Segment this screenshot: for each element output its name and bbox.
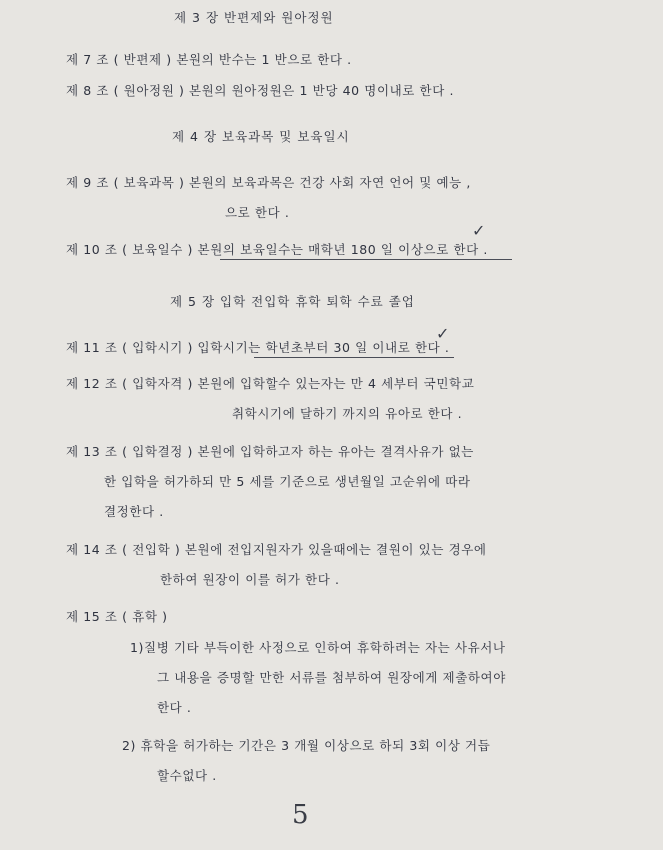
handwritten-underline [220,259,512,260]
chapter-5-title: 제 5 장 입학 전입학 휴학 퇴학 수료 졸업 [170,294,415,309]
article-8: 제 8 조 ( 원아정원 ) 본원의 원아정원은 1 반당 40 명이내로 한다 . [66,83,455,98]
handwritten-underline [254,357,454,358]
article-14-line-1: 제 14 조 ( 전입학 ) 본원에 전입지원자가 있을때에는 결원이 있는 경우에 [66,542,487,557]
article-7: 제 7 조 ( 반편제 ) 본원의 반수는 1 반으로 한다 . [66,52,352,67]
chapter-4-title: 제 4 장 보육과목 및 보육일시 [172,129,350,144]
article-9-line-2: 으로 한다 . [225,205,290,220]
article-15-item-1-line-3: 한다 . [157,700,192,715]
check-mark-icon: ✓ [472,221,486,240]
article-15-item-1-line-1: 1)질병 기타 부득이한 사정으로 인하여 휴학하려는 자는 사유서나 [130,640,506,655]
article-15-item-1-line-2: 그 내용을 증명할 만한 서류를 첨부하여 원장에게 제출하여야 [157,670,506,685]
article-9-line-1: 제 9 조 ( 보육과목 ) 본원의 보육과목은 건강 사회 자연 언어 및 예능 , [66,175,471,190]
article-13-line-3: 결정한다 . [104,504,164,519]
article-12-line-1: 제 12 조 ( 입학자격 ) 본원에 입학할수 있는자는 만 4 세부터 국민학교 [66,376,475,391]
article-13-line-1: 제 13 조 ( 입학결정 ) 본원에 입학하고자 하는 유아는 결격사유가 없는 [66,444,474,459]
article-12-line-2: 취학시기에 달하기 까지의 유아로 한다 . [232,406,463,421]
chapter-3-title: 제 3 장 반편제와 원아정원 [174,10,334,25]
article-10: 제 10 조 ( 보육일수 ) 본원의 보육일수는 매학년 180 일 이상으로 한다 . [66,242,488,257]
article-15-item-2-line-2: 할수없다 . [157,768,217,783]
article-13-line-2: 한 입학을 허가하되 만 5 세를 기준으로 생년월일 고순위에 따라 [104,474,471,489]
article-15-title: 제 15 조 ( 휴학 ) [66,609,168,624]
check-mark-icon: ✓ [436,324,450,343]
article-15-item-2-line-1: 2) 휴학을 허가하는 기간은 3 개월 이상으로 하되 3회 이상 거듭 [122,738,491,753]
page-number: 5 [292,800,310,830]
article-14-line-2: 한하여 원장이 이를 허가 한다 . [160,572,340,587]
article-11: 제 11 조 ( 입학시기 ) 입학시기는 학년초부터 30 일 이내로 한다 . [66,340,450,355]
